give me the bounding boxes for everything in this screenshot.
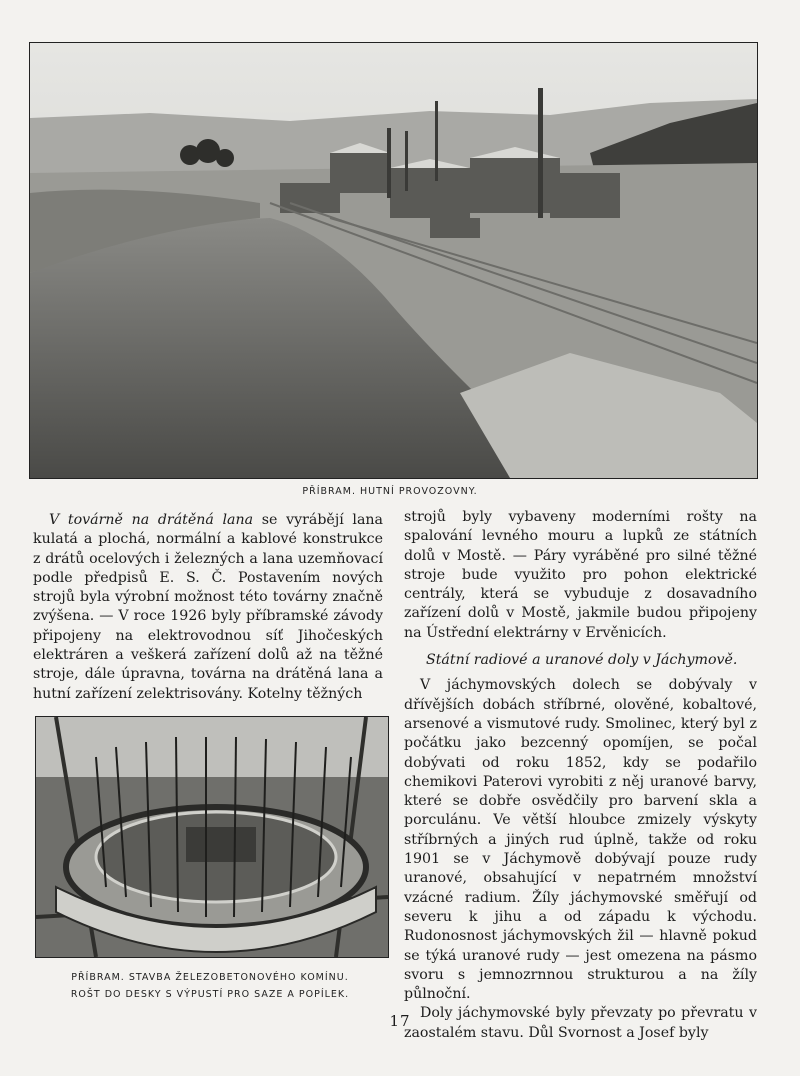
smelting-works-illustration: [30, 43, 757, 478]
text-column-left: [33, 511, 383, 704]
section-heading-jachymov: Státní radiové a uranové doly v Jáchymově.: [426, 652, 738, 669]
chimney-construction-illustration: [36, 717, 388, 957]
paragraph-mines-takeover: Doly jáchymovské byly převzaty po převratu v zaostalém stavu. Důl Svornost a Josef byly: [404, 1005, 757, 1041]
paragraph-boilers-continuation: strojů byly vybaveny moderními rošty na spalování levného mouru a lupků ze státních dolů v Mostě. — Páry vyráběné pro silné těžné stroje bude využito pro pohon elektrické centrály, která se vybuduje z dosavadního zařízení dolů v Mostě, jakmile budou připojeny na Ústřední elektrárny v Ervěnicích.: [404, 509, 757, 641]
paragraph-body: se vyrábějí lana kulatá a plochá, normální a kablové konstrukce z drátů ocelových i železných a lana uzemňovací podle předpisů E. S. Č. Postavením nových strojů byla výrobní možnost této továrny značně zvýšena. — V roce 1926 byly příbramské závody připojeny na elektrovodnou síť Jihočeských elektráren a veškerá zařízení dolů až na těžné stroje, dále úpravna, továrna na drátěná lana a hutní zařízení zelektrisovány. Kotelny těžných: [33, 512, 383, 702]
photo-pribram-smelting-works: [29, 42, 758, 479]
paragraph-jachymov-mines: V jáchymovských dolech se dobývaly v dřívějších dobách stříbrné, olověné, kobaltové, arsenové a vismutové rudy. Smolinec, který byl z počátku jako bezcenný opomíjen, se počal dobývati od roku 1852, kdy se podařilo chemikovi Paterovi vyrobiti z něj uranové barvy, které se dobře osvědčily pro barvení skla a porculánu. Ve větší hloubce zmizely výskyty stříbrných a jiných rud úplně, takže od roku 1901 se v Jáchymově dobývají pouze rudy uranové, obsahující v nepatrném množství vzácné radium. Žíly jáchymovské směřují od severu k jihu a od západu k východu. Rudonosnost jáchymovských žil — hlavně pokud se týká uranové rudy — jest omezena na pásmo svoru s jemnozrnnou strukturou a na žíly půlnoční.: [404, 677, 757, 1003]
lead-phrase: V továrně na drátěná lana: [49, 512, 254, 528]
caption-bottom-photo: [30, 969, 390, 1003]
caption-top-photo: PŘÍBRAM. HUTNÍ PROVOZOVNY.: [302, 486, 478, 497]
caption-line-1: PŘÍBRAM. STAVBA ŽELEZOBETONOVÉHO KOMÍNU.: [71, 972, 349, 983]
text-column-right: [404, 508, 757, 1043]
page-number: 17: [389, 1012, 411, 1030]
caption-line-2: ROŠT DO DESKY S VÝPUSTÍ PRO SAZE A POPÍLEK.: [70, 989, 350, 1000]
paragraph-wire-rope-factory: [33, 511, 383, 704]
photo-chimney-construction: [35, 716, 389, 958]
